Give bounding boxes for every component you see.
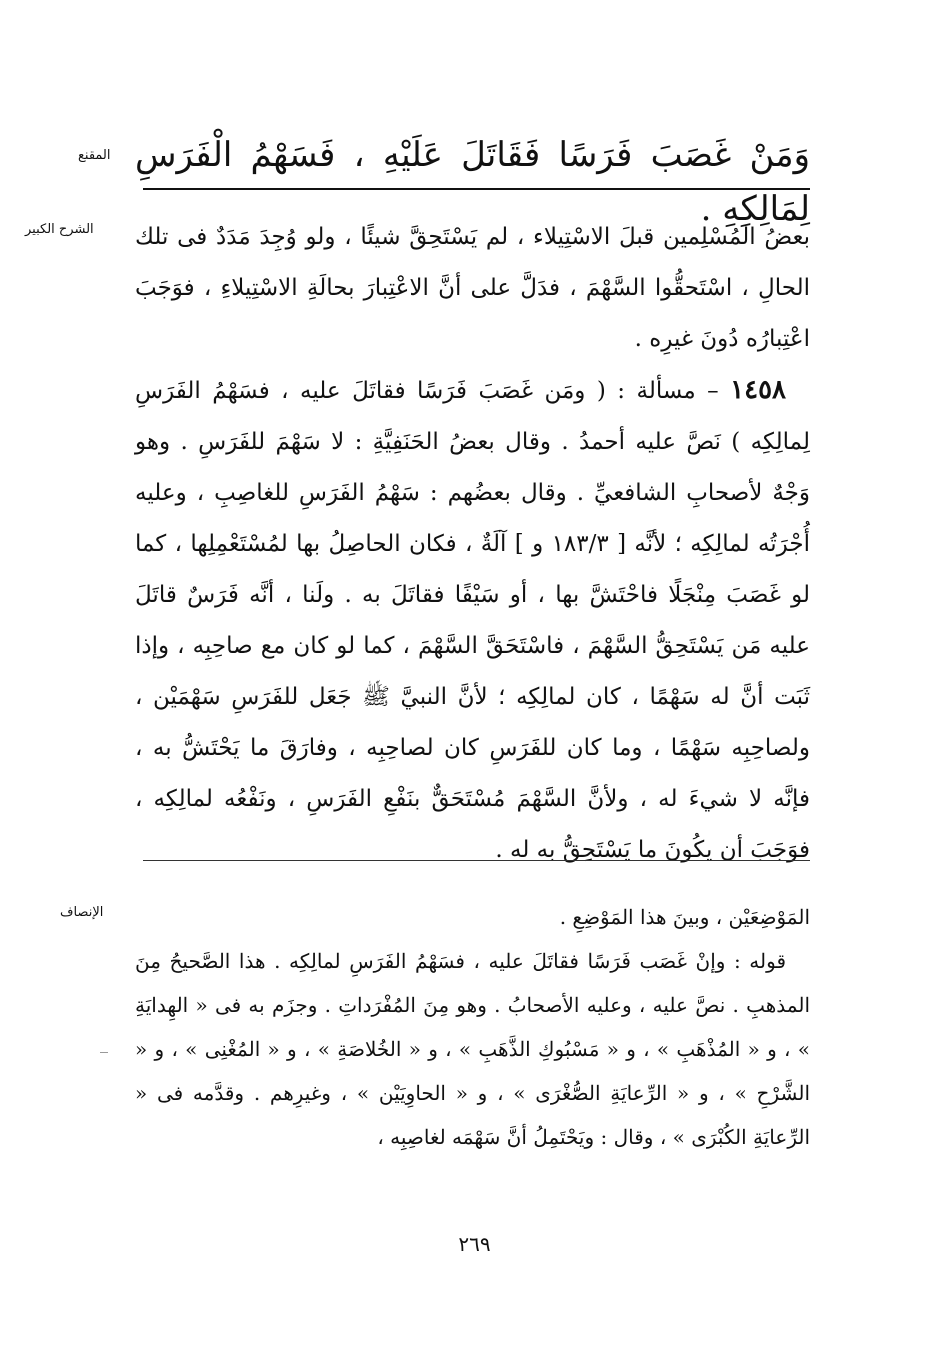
muqni-text: وَمَنْ غَصَبَ فَرَسًا فَقَاتَلَ عَلَيْهِ ، فَسَهْمُ الْفَرَسِ لِمَالِكِهِ . [135,135,810,229]
muqni-margin-label: المقنع [78,148,111,163]
insaf-paragraph: قوله : وإنْ غَصَب فَرَسًا فقاتَلَ عليه ، فسَهْمُ الفَرَسِ لمالِكِه . هذا الصَّحيحُ مِنَ المذهبِ . نصَّ عليه ، وعليه الأصحابُ . وهو مِنَ المُفْرَداتِ . وجزَم به فى « الهِدايَةِ » ، و « المُذْهَبِ » ، و « مَسْبُوكِ الذَّهَبِ » ، و « الخُلاصَةِ » ، و « المُغْنِى » ، و « الشَّرْحِ » ، و « الرِّعايَةِ الصُّغْرَى » ، و « الحاوِيَيْن » ، وغيرِهم . وقدَّمه فى « الرِّعايَةِ الكُبْرَى » ، وقال : ويَحْتَمِلُ أنَّ سَهْمَه لغاصِبِه ، [135,949,810,1149]
insaf-margin-label: الإنصاف [60,905,104,920]
sharh-paragraph: بعضُ المُسْلِمين قبلَ الاسْتِيلاء ، لم يَسْتَحِقَّ شيئًا ، ولو وُجِدَ مَدَدٌ فى تلك الحالِ ، اسْتَحقُّوا السَّهْمَ ، فدَلَّ على أنَّ الاعْتِبارَ بحالَةِ الاسْتِيلاءِ ، فوَجَبَ اعْتِبارُه دُونَ غيرِه . [135,224,810,352]
sharh-margin-label: الشرح الكبير [25,222,94,237]
insaf-paragraph: المَوْضِعَيْن ، وبينَ هذا المَوْضِعِ . [559,905,810,929]
page-number: ٢٦٩ [458,1232,491,1256]
middle-divider [143,860,810,861]
masala-text: – مسألة : ( ومَن غَصَبَ فَرَسًا فقاتَلَ عليه ، فسَهْمُ الفَرَسِ لِمالِكِه ) نَصَّ عليه أحمدُ . وقال بعضُ الحَنَفِيَّةِ : لا سَهْمَ للفَرَسِ . وهو وَجْهٌ لأصحابِ الشافعيِّ . وقال بعضُهم : سَهْمُ الفَرَسِ للغاصِبِ ، وعليه أُجْرَتُه لمالِكِه ؛ لأنَّه [ ١٨٣/٣ و ] آلَةٌ ، فكان الحاصِلُ بها لمُسْتَعْمِلِها ، كما لو غَصَبَ مِنْجَلًا فاحْتَشَّ بها ، أو سَيْفًا فقاتَلَ به . ولَنا ، أنَّه فَرَسٌ قاتَلَ عليه مَن يَسْتَحِقُّ السَّهْمَ ، فاسْتَحَقَّ السَّهْمَ ، كما لو كان مع صاحِبِه ، وإذا ثَبَت أنَّ له سَهْمًا ، كان لمالِكِه ؛ لأنَّ النبيَّ ﷺ جَعَل للفَرَسِ سَهْمَيْن ، ولصاحِبِه سَهْمًا ، وما كان للفَرَسِ كان لصاحِبِه ، وفارَقَ ما يَحْتَشُّ به ، فإنَّه لا شيءَ له ، ولأنَّ السَّهْمَ مُسْتَحَقٌّ بنَفْعِ الفَرَسِ ، ونَفْعُه لمالِكِه ، فوَجَبَ أن يكُونَ ما يَسْتَحِقُّ به له . [135,378,810,863]
sharh-section [135,212,810,876]
masala-paragraph [135,365,810,876]
masala-number: ١٤٥٨ [730,375,786,405]
insaf-section [135,895,810,1159]
scan-speck [100,1052,108,1053]
top-divider [143,188,810,190]
